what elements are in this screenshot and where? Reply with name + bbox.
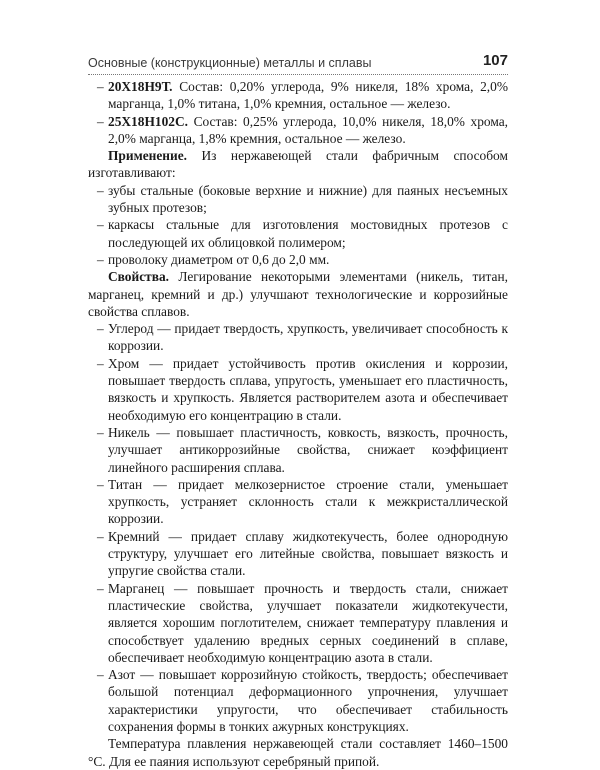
application-label: Применение. bbox=[108, 148, 188, 164]
dash-bullet: – bbox=[97, 217, 104, 233]
dash-bullet: – bbox=[97, 79, 104, 94]
list-item bbox=[88, 580, 508, 666]
dash-bullet: – bbox=[97, 113, 104, 129]
grade-composition: Состав: 0,20% углерода, 9% никеля, 18% хрома, 2,0% марганца, 1,0% титана, 1,0% кремния, остальное — железо. bbox=[108, 79, 508, 112]
list-item-text: проволоку диаметром от 0,6 до 2,0 мм. bbox=[108, 251, 330, 267]
dash-bullet: – bbox=[97, 182, 104, 198]
dash-bullet: – bbox=[97, 251, 104, 267]
dash-bullet: – bbox=[97, 355, 104, 371]
page-number: 107 bbox=[482, 52, 508, 69]
dash-bullet: – bbox=[97, 424, 104, 440]
running-header-title: Основные (конструкционные) металлы и сплавы bbox=[88, 56, 372, 70]
closing-paragraph: Температура плавления нержавеющей стали составляет 1460–1500 °С. Для ее паяния используют серебряный припой. bbox=[88, 736, 508, 769]
list-item bbox=[88, 355, 508, 424]
dash-bullet: – bbox=[97, 321, 104, 337]
grade-code: 20Х18Н9Т. bbox=[108, 79, 173, 94]
properties-text: Легирование некоторыми элементами (никель, титан, марганец, кремний и др.) улучшают технологические и коррозийные свойства сплавов. bbox=[88, 269, 508, 319]
properties-label: Свойства. bbox=[108, 269, 170, 285]
list-item bbox=[88, 320, 508, 355]
list-item bbox=[88, 666, 508, 735]
list-item bbox=[88, 528, 508, 580]
list-item-text: Никель — повышает пластичность, ковкость, вязкость, прочность, улучшает антикоррозийные свойства, снижает коэффициент линейного расширения сплава. bbox=[108, 424, 508, 475]
list-item-text: Азот — повышает коррозийную стойкость, твердость; обеспечивает большой потенциал деформационного упрочнения, улучшает характеристики упругости, что обеспечивает стабильность сохранения формы в тонких ажурных конструкциях. bbox=[108, 667, 508, 734]
list-item-text: Марганец — повышает прочность и твердость стали, снижает пластические свойства, улучшает показатели жидкотекучести, является хорошим поглотителем, снижает температуру плавления и способствует удалению вредных серных соединений в сплаве, обеспечивает необходимую концентрацию азота в стали. bbox=[108, 580, 508, 665]
properties-paragraph bbox=[88, 268, 508, 320]
list-item bbox=[88, 476, 508, 528]
list-item-text: Титан — придает мелкозернистое строение стали, уменьшает хрупкость, устраняет склонность стали к межкристаллической коррозии. bbox=[108, 476, 508, 527]
application-text: Из нержавеющей стали фабричным способом изготавливают: bbox=[88, 148, 508, 181]
list-item-text: Хром — придает устойчивость против окисления и коррозии, повышает твердость сплава, упругость, уменьшает его пластичность, вязкость и хрупкость. Является растворителем азота и обеспечивает необходимую его концентрацию в стали. bbox=[108, 355, 508, 423]
list-item bbox=[88, 216, 508, 251]
list-item-text: Углерод — придает твердость, хрупкость, увеличивает способность к коррозии. bbox=[108, 321, 508, 354]
dash-bullet: – bbox=[97, 580, 104, 596]
dash-bullet: – bbox=[97, 476, 104, 492]
grade-composition: Состав: 0,25% углерода, 10,0% никеля, 18,0% хрома, 2,0% марганца, 1,8% кремния, остальное — железо. bbox=[108, 113, 508, 146]
running-header bbox=[88, 52, 508, 76]
list-item-text: зубы стальные (боковые верхние и нижние) для паяных несъемных зубных протезов; bbox=[108, 182, 508, 216]
grade-item bbox=[88, 113, 508, 148]
page-body bbox=[88, 78, 508, 770]
grade-code: 25Х18Н102С. bbox=[108, 113, 188, 129]
list-item bbox=[88, 251, 508, 268]
dash-bullet: – bbox=[97, 667, 104, 683]
dash-bullet: – bbox=[97, 528, 104, 544]
list-item bbox=[88, 424, 508, 476]
list-item-text: каркасы стальные для изготовления мостовидных протезов с последующей их облицовкой полимером; bbox=[108, 217, 508, 250]
list-item bbox=[88, 182, 508, 217]
grade-item bbox=[88, 78, 508, 113]
header-divider bbox=[88, 74, 508, 75]
list-item-text: Кремний — придает сплаву жидкотекучесть, более однородную структуру, улучшает его литейные свойства, повышает вязкость и упругие свойства стали. bbox=[108, 528, 508, 579]
application-paragraph bbox=[88, 147, 508, 182]
